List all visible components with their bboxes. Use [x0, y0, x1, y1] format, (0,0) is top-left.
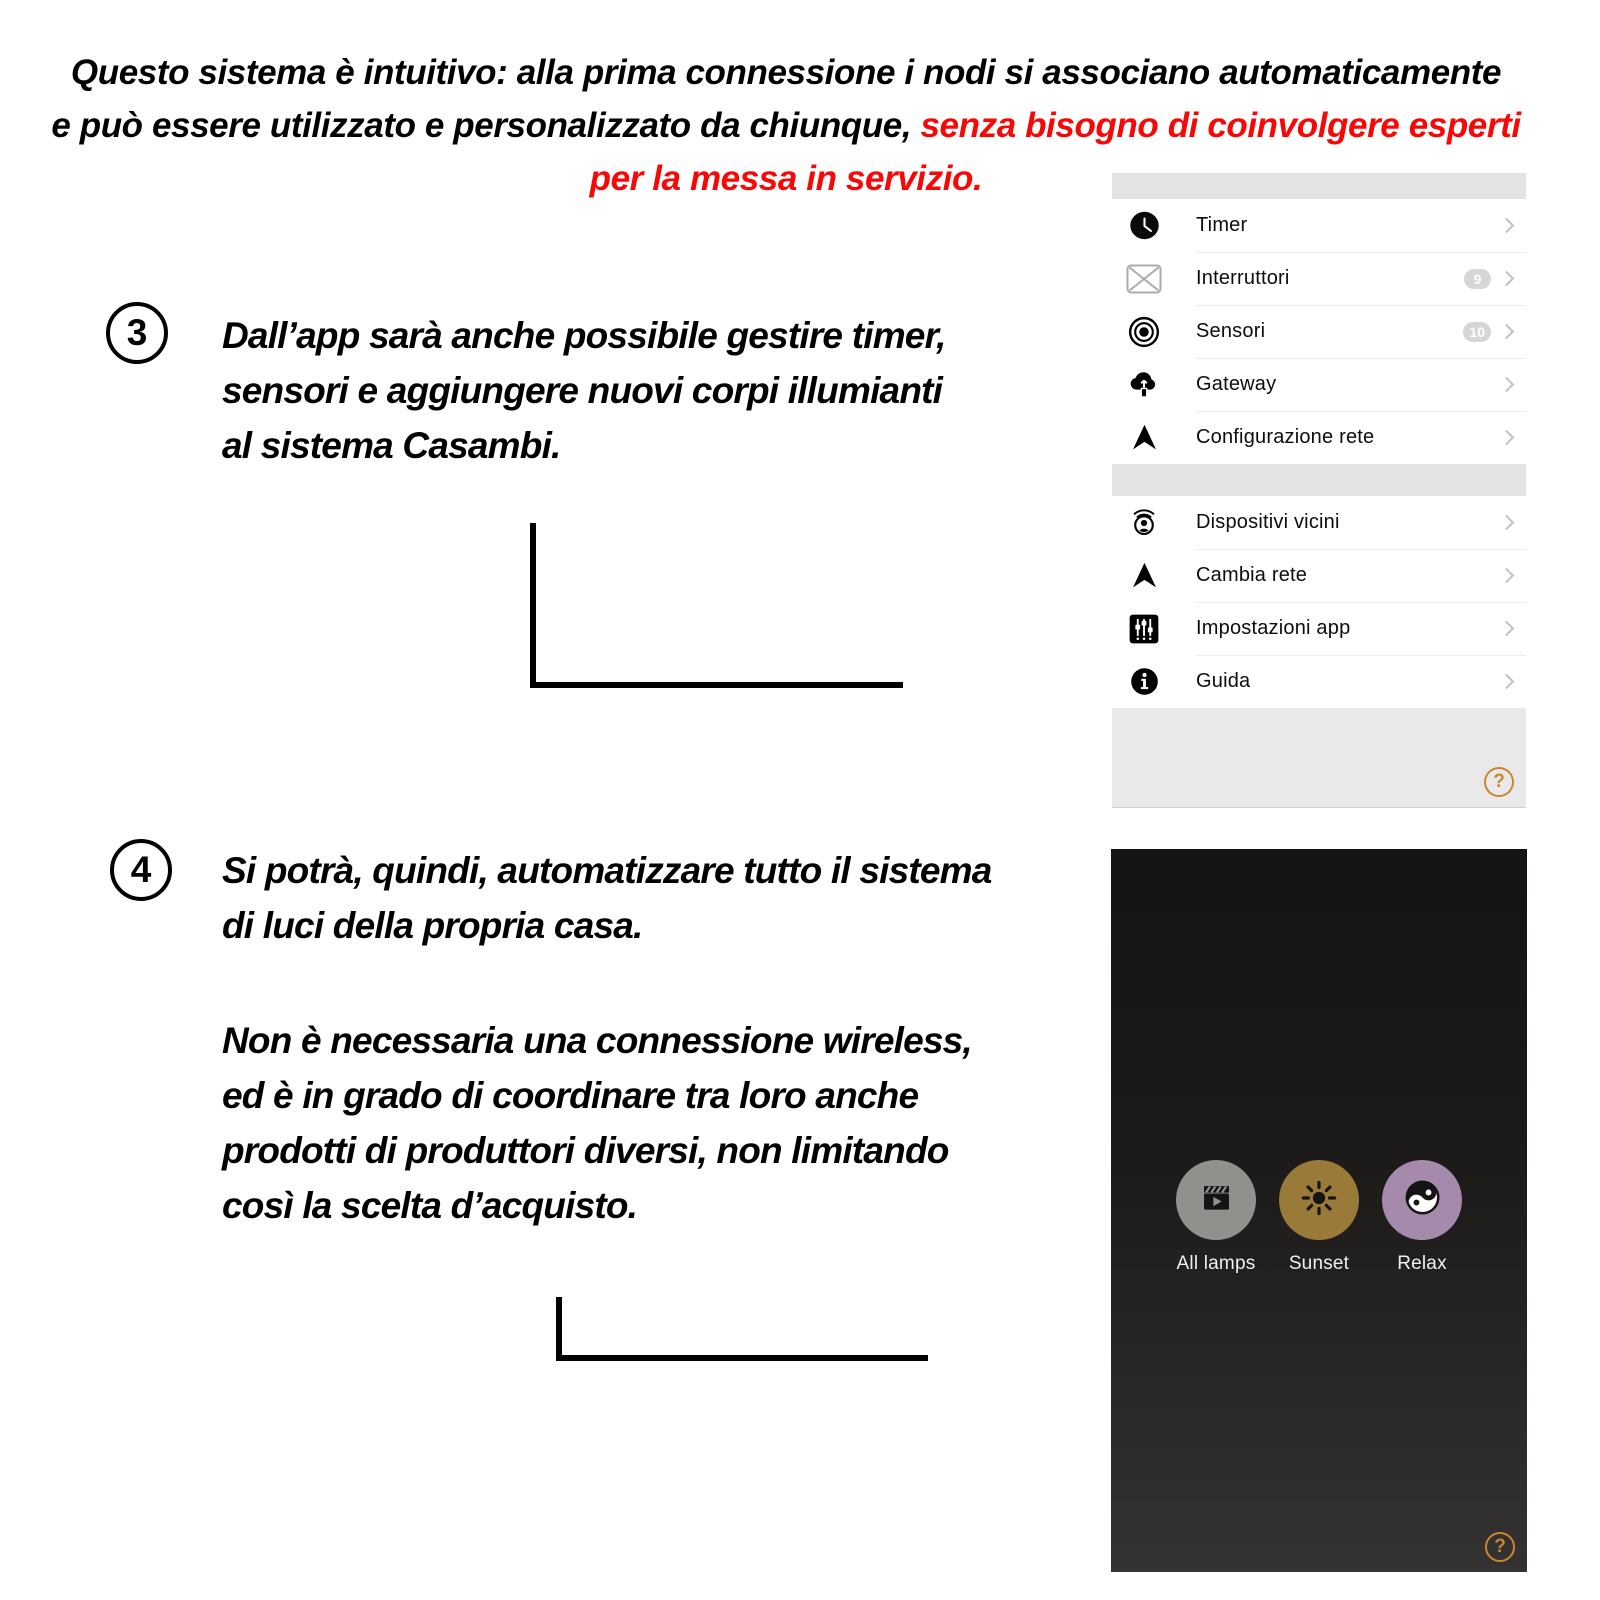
- step-3-number: 3: [126, 312, 148, 353]
- network-arrow-icon: [1124, 561, 1164, 590]
- yin-yang-icon: [1404, 1179, 1441, 1221]
- settings-section-divider: [1112, 464, 1526, 496]
- casambi-settings-screenshot: [1112, 173, 1526, 808]
- sliders-icon: [1124, 614, 1164, 644]
- settings-row-sensori[interactable]: [1112, 305, 1526, 358]
- sun-icon: [1301, 1180, 1337, 1221]
- step-4-number-circle: [110, 839, 172, 901]
- step-4-number: 4: [130, 849, 152, 890]
- intro-line-3: per la messa in servizio.: [589, 159, 983, 198]
- scene-buttons-row: [1111, 1160, 1527, 1275]
- settings-row-label: Interruttori: [1196, 267, 1290, 289]
- casambi-scenes-screenshot: [1111, 849, 1527, 1572]
- scene-label: Relax: [1397, 1253, 1447, 1274]
- settings-row-timer[interactable]: [1112, 199, 1526, 252]
- settings-row-cambia-rete[interactable]: [1112, 549, 1526, 602]
- clock-icon: [1124, 210, 1164, 241]
- nearby-devices-icon: [1124, 506, 1164, 540]
- scene-label: Sunset: [1288, 1253, 1350, 1274]
- chevron-right-icon: [1499, 621, 1515, 637]
- connector-bracket-step3: [530, 523, 903, 688]
- connector-bracket-step4: [556, 1297, 928, 1361]
- intro-line-2: e può essere utilizzato e personalizzato da chiunque, senza bisogno di coinvolgere esperti: [51, 106, 1521, 145]
- settings-row-dispositivi-vicini[interactable]: [1112, 496, 1526, 549]
- switch-envelope-icon: [1124, 264, 1164, 294]
- chevron-right-icon: [1499, 218, 1515, 234]
- settings-row-label: Sensori: [1196, 320, 1266, 342]
- settings-row-label: Cambia rete: [1196, 564, 1308, 586]
- chevron-right-icon: [1499, 377, 1515, 393]
- help-button[interactable]: ?: [1484, 767, 1514, 797]
- clapperboard-icon: [1198, 1181, 1235, 1220]
- settings-row-label: Impostazioni app: [1196, 617, 1351, 639]
- intro-red-text: senza bisogno di coinvolgere esperti: [911, 106, 1521, 145]
- settings-row-label: Guida: [1196, 670, 1251, 692]
- settings-row-label: Timer: [1196, 214, 1248, 236]
- step-4-text-paragraph-1: Si potrà, quindi, automatizzare tutto il sistema di luci della propria casa.: [222, 850, 992, 946]
- settings-row-impostazioni-app[interactable]: [1112, 602, 1526, 655]
- settings-row-configurazione-rete[interactable]: [1112, 411, 1526, 464]
- step-3-number-circle: [106, 302, 168, 364]
- settings-row-gateway[interactable]: [1112, 358, 1526, 411]
- scene-circle-sunset[interactable]: [1279, 1160, 1359, 1240]
- count-badge: 9: [1464, 269, 1491, 289]
- settings-row-label: Dispositivi vicini: [1196, 511, 1340, 533]
- step-4-text-paragraph-2: Non è necessaria una connessione wireless, ed è in grado di coordinare tra loro anche prodotti di produttori diversi, non limitando così la scelta d’acquisto.: [222, 1020, 972, 1226]
- intro-line-1: Questo sistema è intuitivo: alla prima connessione i nodi si associano automaticamente: [70, 53, 1502, 92]
- info-icon: [1124, 667, 1164, 696]
- gateway-cloud-icon: [1124, 369, 1164, 401]
- chevron-right-icon: [1499, 271, 1515, 287]
- settings-row-label: Configurazione rete: [1196, 426, 1375, 448]
- scene-sunset[interactable]: [1279, 1160, 1359, 1275]
- chevron-right-icon: [1499, 674, 1515, 690]
- network-arrow-icon: [1124, 423, 1164, 452]
- scene-circle-all-lamps[interactable]: [1176, 1160, 1256, 1240]
- scene-all-lamps[interactable]: [1176, 1160, 1256, 1275]
- scene-relax[interactable]: [1382, 1160, 1462, 1275]
- settings-row-guida[interactable]: [1112, 655, 1526, 708]
- sensor-target-icon: [1124, 316, 1164, 348]
- help-button[interactable]: ?: [1485, 1532, 1515, 1562]
- scene-label: All lamps: [1176, 1253, 1256, 1274]
- chevron-right-icon: [1499, 324, 1515, 340]
- count-badge: 10: [1463, 322, 1491, 342]
- settings-footer: [1112, 708, 1526, 808]
- step-3-text: Dall’app sarà anche possibile gestire timer, sensori e aggiungere nuovi corpi illumianti al sistema Casambi.: [222, 315, 946, 466]
- settings-row-label: Gateway: [1196, 373, 1277, 395]
- scene-circle-relax[interactable]: [1382, 1160, 1462, 1240]
- chevron-right-icon: [1499, 430, 1515, 446]
- chevron-right-icon: [1499, 568, 1515, 584]
- settings-row-interruttori[interactable]: [1112, 252, 1526, 305]
- settings-top-bar: [1112, 173, 1526, 199]
- chevron-right-icon: [1499, 515, 1515, 531]
